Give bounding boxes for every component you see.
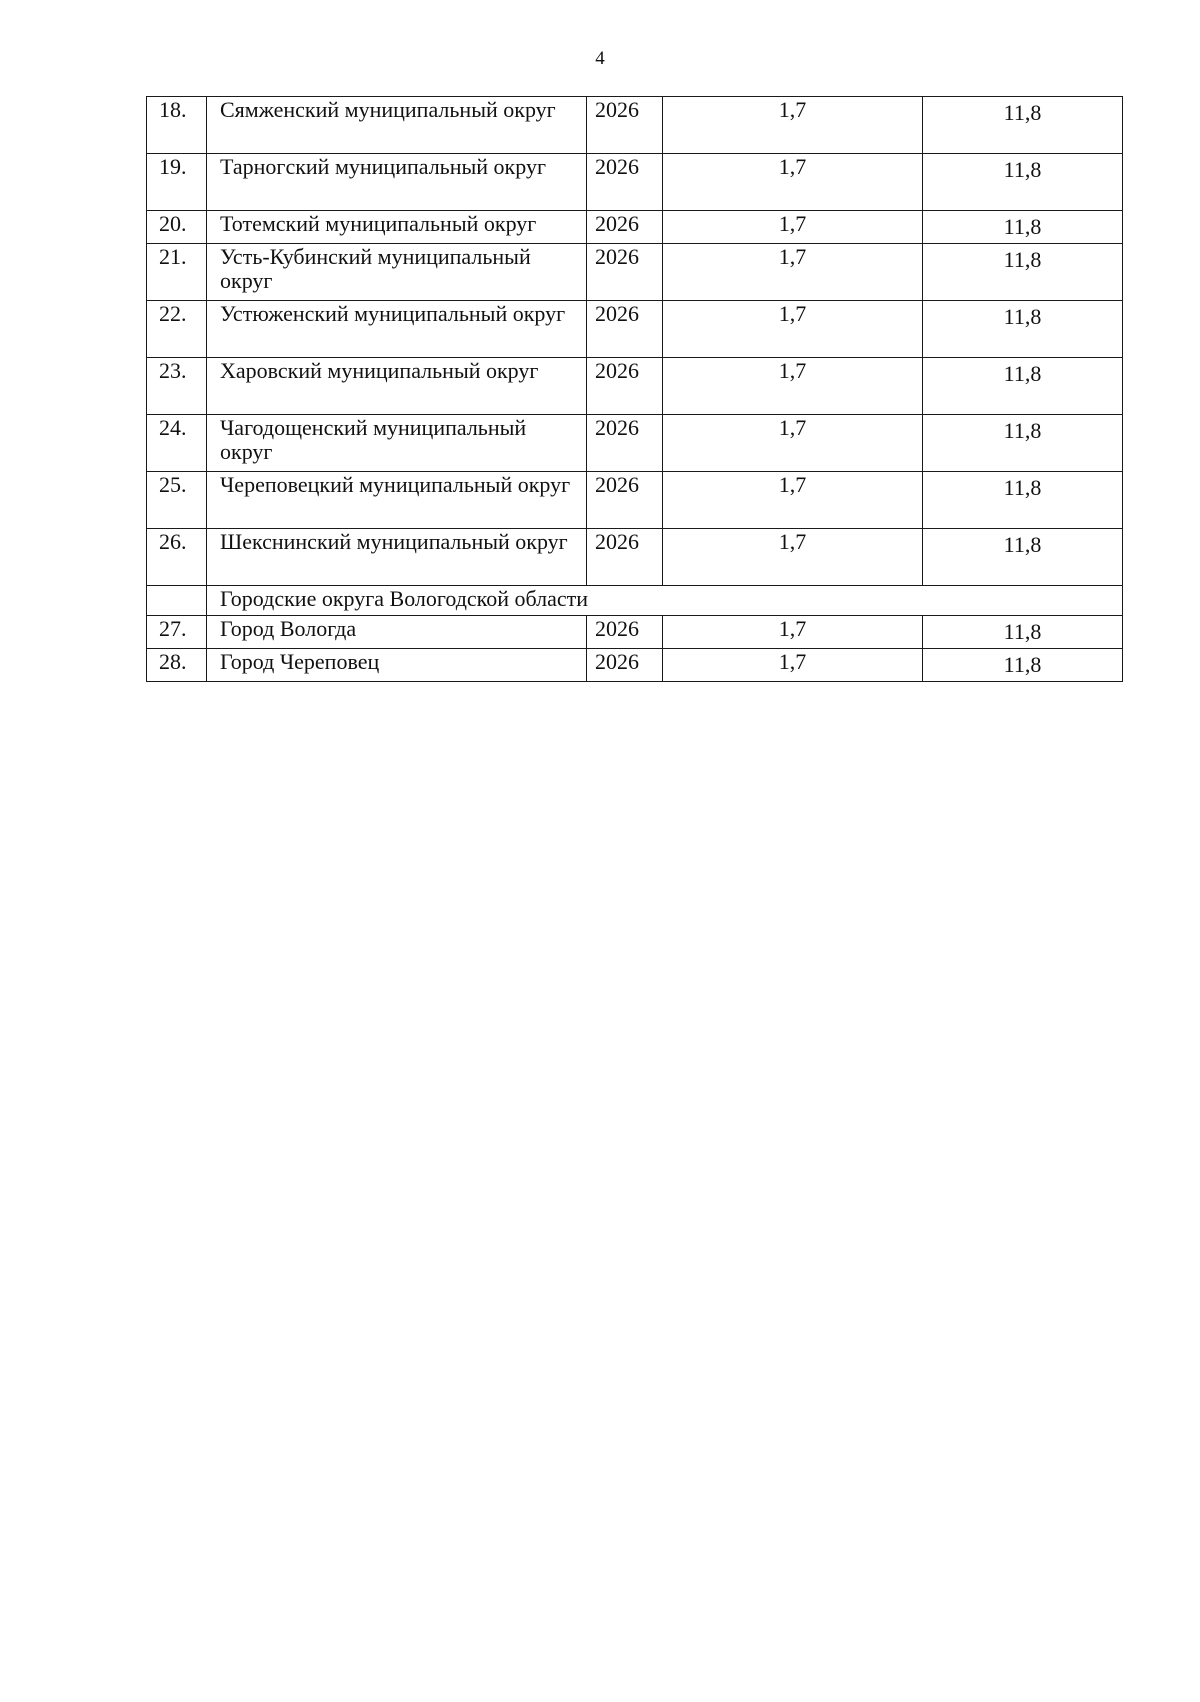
section-row: [147, 586, 1123, 616]
municipality-name: Город Вологда: [207, 616, 587, 649]
table-row: [147, 301, 1123, 358]
page-number: 4: [595, 48, 605, 69]
municipality-name: Тарногский муниципальный округ: [207, 154, 587, 211]
municipality-name: Харовский муниципальный округ: [207, 358, 587, 415]
value-1-cell: 1,7: [663, 529, 923, 586]
value-1-cell: 1,7: [663, 301, 923, 358]
year-cell: 2026: [587, 211, 663, 244]
table-row: [147, 529, 1123, 586]
value-2-cell: 11,8: [923, 649, 1123, 682]
row-number: 21.: [147, 244, 207, 301]
row-number: 22.: [147, 301, 207, 358]
value-2-cell: 11,8: [923, 415, 1123, 472]
row-number: 28.: [147, 649, 207, 682]
municipal-table: [146, 96, 1123, 682]
table-row: [147, 472, 1123, 529]
year-cell: 2026: [587, 415, 663, 472]
municipality-name: Череповецкий муниципальный округ: [207, 472, 587, 529]
value-1-cell: 1,7: [663, 649, 923, 682]
table-row: [147, 616, 1123, 649]
table-row: [147, 358, 1123, 415]
year-cell: 2026: [587, 358, 663, 415]
row-number: 24.: [147, 415, 207, 472]
value-1-cell: 1,7: [663, 358, 923, 415]
section-title: Городские округа Вологодской области: [207, 586, 1123, 616]
municipality-name: Сямженский муниципальный округ: [207, 97, 587, 154]
table-row: [147, 211, 1123, 244]
row-number: 18.: [147, 97, 207, 154]
row-number: 20.: [147, 211, 207, 244]
value-2-cell: 11,8: [923, 154, 1123, 211]
year-cell: 2026: [587, 154, 663, 211]
row-number: 23.: [147, 358, 207, 415]
value-1-cell: 1,7: [663, 97, 923, 154]
value-2-cell: 11,8: [923, 472, 1123, 529]
table-row: [147, 649, 1123, 682]
table-row: [147, 97, 1123, 154]
value-2-cell: 11,8: [923, 301, 1123, 358]
value-2-cell: 11,8: [923, 244, 1123, 301]
municipality-name: Устюженский муниципальный округ: [207, 301, 587, 358]
value-1-cell: 1,7: [663, 616, 923, 649]
year-cell: 2026: [587, 529, 663, 586]
municipality-name: Город Череповец: [207, 649, 587, 682]
year-cell: 2026: [587, 616, 663, 649]
row-number: 26.: [147, 529, 207, 586]
year-cell: 2026: [587, 97, 663, 154]
municipality-name: Усть-Кубинский муниципальный округ: [207, 244, 587, 301]
row-number: 27.: [147, 616, 207, 649]
year-cell: 2026: [587, 244, 663, 301]
table-row: [147, 415, 1123, 472]
municipality-name: Шекснинский муниципальный округ: [207, 529, 587, 586]
municipality-name: Тотемский муниципальный округ: [207, 211, 587, 244]
value-1-cell: 1,7: [663, 211, 923, 244]
value-2-cell: 11,8: [923, 211, 1123, 244]
table-row: [147, 154, 1123, 211]
row-number: 19.: [147, 154, 207, 211]
municipality-name: Чагодощенский муниципальный округ: [207, 415, 587, 472]
section-empty-cell: [147, 586, 207, 616]
year-cell: 2026: [587, 649, 663, 682]
value-2-cell: 11,8: [923, 529, 1123, 586]
value-2-cell: 11,8: [923, 358, 1123, 415]
year-cell: 2026: [587, 472, 663, 529]
value-1-cell: 1,7: [663, 154, 923, 211]
value-1-cell: 1,7: [663, 472, 923, 529]
value-1-cell: 1,7: [663, 415, 923, 472]
value-2-cell: 11,8: [923, 616, 1123, 649]
row-number: 25.: [147, 472, 207, 529]
value-2-cell: 11,8: [923, 97, 1123, 154]
year-cell: 2026: [587, 301, 663, 358]
table-row: [147, 244, 1123, 301]
value-1-cell: 1,7: [663, 244, 923, 301]
